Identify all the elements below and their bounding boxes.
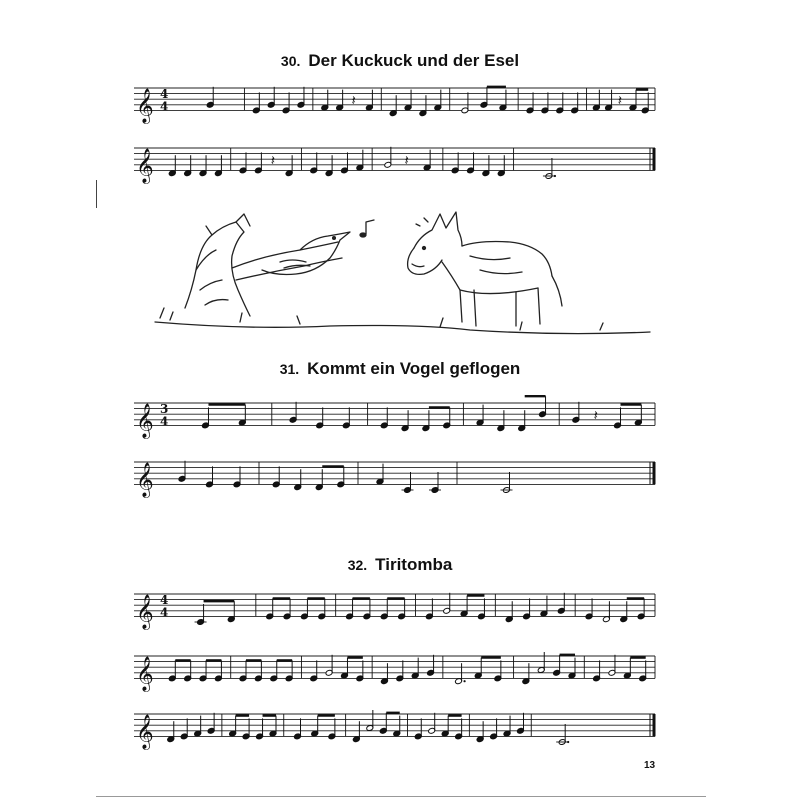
quarter-rest-icon: 𝄽 — [593, 407, 598, 424]
page-number: 13 — [644, 760, 656, 771]
time-signature-bottom: 4 — [160, 99, 169, 114]
quarter-rest-icon: 𝄽 — [351, 92, 356, 109]
time-signature-top: 4 — [160, 87, 169, 102]
treble-clef-icon: 𝄞 — [136, 403, 154, 439]
song-30-number: 30. — [280, 53, 301, 69]
quarter-rest-icon: 𝄽 — [270, 152, 276, 169]
treble-clef-icon: 𝄞 — [136, 462, 154, 498]
time-signature-bottom: 4 — [160, 414, 169, 429]
time-signature-top: 4 — [160, 593, 169, 608]
treble-clef-icon: 𝄞 — [136, 714, 154, 750]
song-32-name: Tiritomba — [375, 555, 453, 574]
song-30-name: Der Kuckuck und der Esel — [308, 51, 520, 70]
time-signature-top: 3 — [160, 402, 169, 417]
treble-clef-icon: 𝄞 — [136, 594, 154, 630]
treble-clef-icon: 𝄞 — [136, 148, 154, 184]
treble-clef-icon: 𝄞 — [136, 656, 154, 692]
song-31-number: 31. — [279, 361, 300, 377]
treble-clef-icon: 𝄞 — [136, 88, 154, 124]
time-signature-bottom: 4 — [160, 605, 169, 620]
quarter-rest-icon: 𝄽 — [404, 152, 409, 169]
quarter-rest-icon: 𝄽 — [617, 92, 623, 109]
page-bottom-rule — [96, 796, 706, 797]
song-32-number: 32. — [347, 557, 368, 573]
song-31-name: Kommt ein Vogel geflogen — [307, 359, 521, 378]
margin-mark — [96, 180, 97, 208]
